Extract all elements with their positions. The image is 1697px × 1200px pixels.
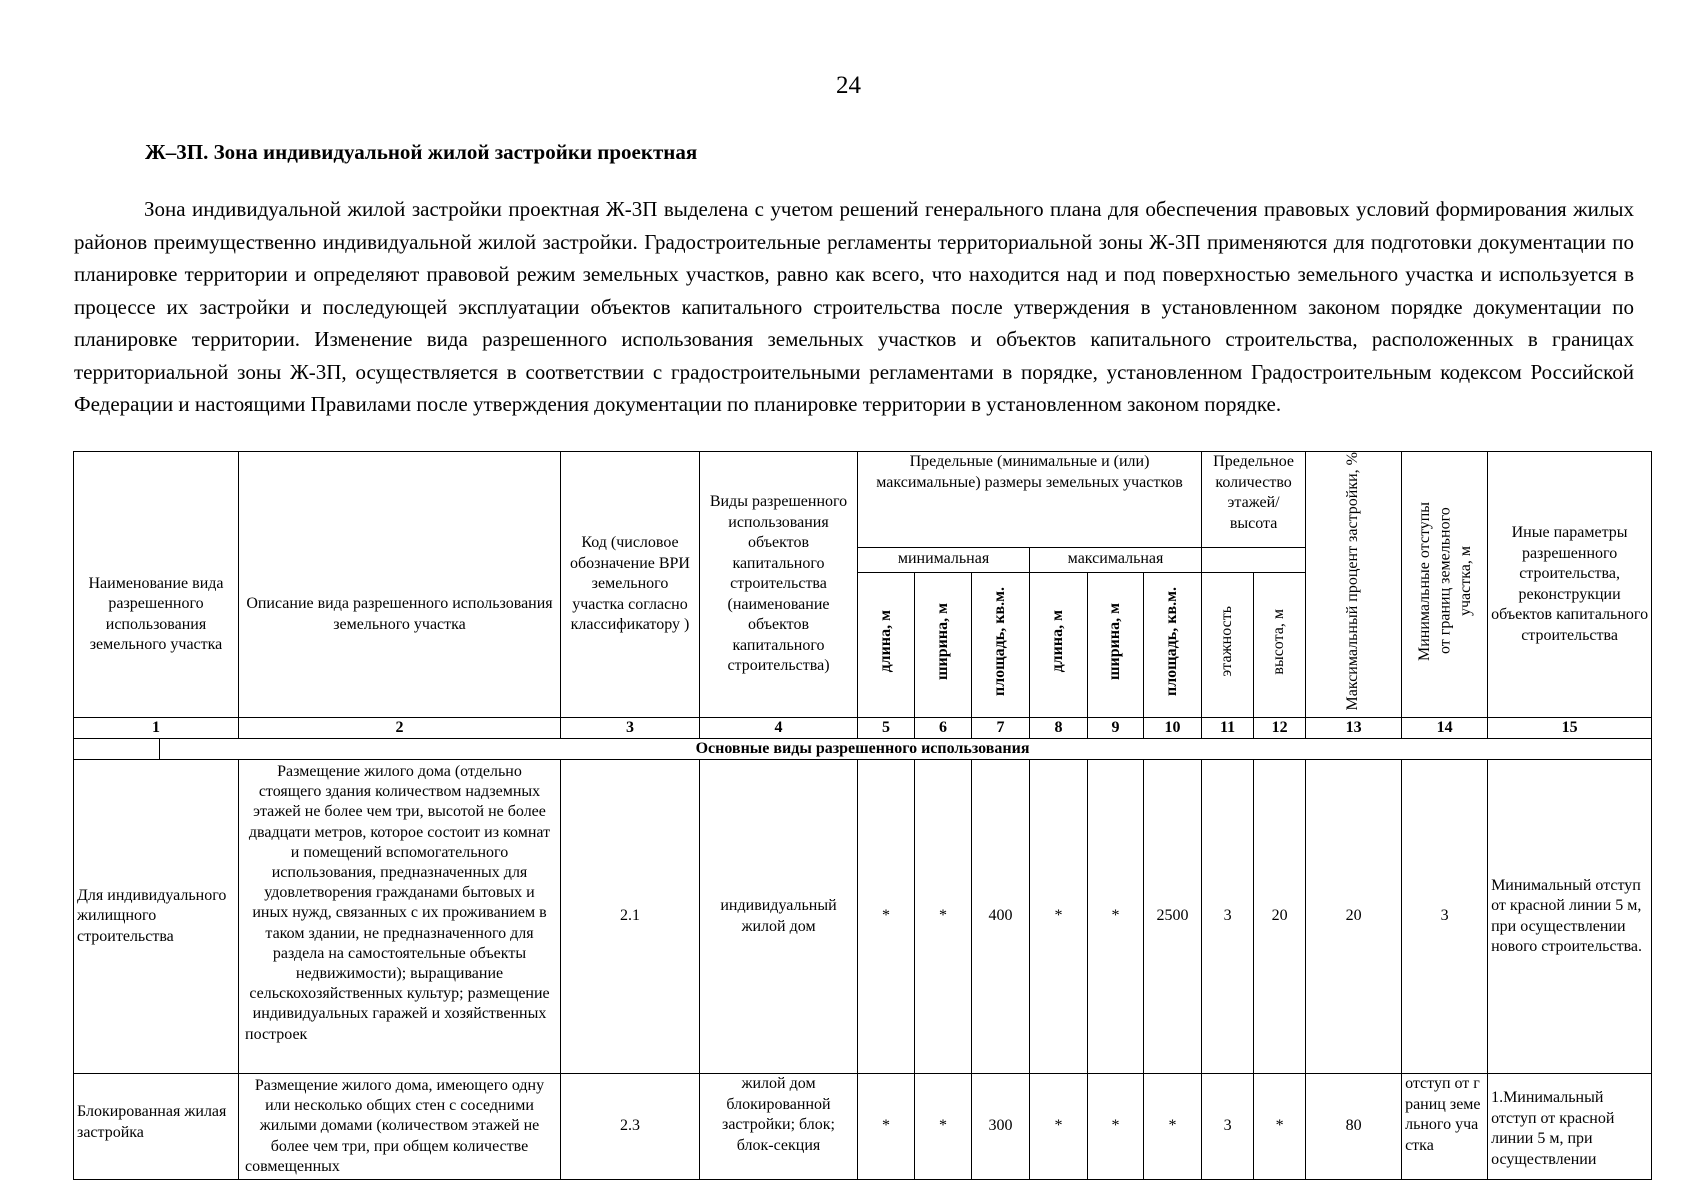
- header-max-length: длина, м: [1049, 610, 1067, 673]
- section-row: [74, 739, 1652, 760]
- col-number: 9: [1088, 718, 1144, 739]
- col-number: 5: [858, 718, 915, 739]
- section-title: Основные виды разрешенного использования: [695, 740, 1030, 757]
- header-max-width-cell: [1088, 572, 1144, 717]
- col-number: 4: [700, 718, 858, 739]
- row-name: Блокированная жилая застройка: [74, 1074, 239, 1180]
- col-number: 3: [561, 718, 700, 739]
- row-max-length: *: [1030, 760, 1088, 1074]
- col-number: 12: [1254, 718, 1306, 739]
- header-other: Иные параметры разрешенного строительства, реконструкции объектов капитального строительства: [1488, 452, 1652, 718]
- header-min: минимальная: [858, 547, 1030, 572]
- header-floors-spacer: [1202, 547, 1306, 572]
- header-max-area: площадь, кв.м.: [1163, 587, 1181, 697]
- row-min-setback: отступ от границ земельного участка: [1402, 1074, 1488, 1180]
- page-number: 24: [836, 72, 861, 99]
- col-number: 7: [972, 718, 1030, 739]
- row-code: 2.1: [561, 760, 700, 1074]
- header-floors-cell: [1202, 572, 1254, 717]
- intro-paragraph: Зона индивидуальной жилой застройки проектная Ж-3П выделена с учетом решений генерального плана для обеспечения правовых условий формирования жилых районов преимущественно индивидуальной жилой застройки. Градостроительные регламенты территориальной зоны Ж-3П применяются для подготовки документации по планировке территории и определяют правовой режим земельных участков, равно как всего, что находится над и под поверхностью земельного участка и используется в процессе их застройки и последующей эксплуатации объектов капитального строительства после утверждения в установленном законом порядке документации по планировке территории. Изменение вида разрешенного использования земельных участков и объектов капитального строительства, расположенных в границах территориальной зоны Ж-3П, осуществляется в соответствии с градостроительными регламентами в порядке, установленном Градостроительным кодексом Российской Федерации и настоящими Правилами после утверждения документации по планировке территории в установленном законом порядке.: [74, 197, 1634, 416]
- row-min-width: *: [915, 760, 972, 1074]
- row-description: Размещение жилого дома (отдельно стоящего здания количеством надземных этажей не более чем три, высотой не более двадцати метров, которое состоит из комнат и помещений вспомогательного использования, предназначенных для удовлетворения гражданами бытовых и иных нужд, связанных с их проживанием в таком здании, не предназначенного для раздела на самостоятельные объекты недвижимости); выращивание сельскохозяйственных культур; размещение индивидуальных гаражей и хозяйственных построек: [239, 760, 561, 1074]
- header-max: максимальная: [1030, 547, 1202, 572]
- col-number: 11: [1202, 718, 1254, 739]
- row-max-width: *: [1088, 760, 1144, 1074]
- row-min-width: *: [915, 1074, 972, 1180]
- row-max-width: *: [1088, 1074, 1144, 1180]
- section-heading: Ж–3П. Зона индивидуальной жилой застройки проектная: [145, 140, 698, 164]
- header-code: Код (числовое обозначение ВРИ земельного участка согласно классификатору ): [561, 452, 700, 718]
- row-min-length: *: [858, 1074, 915, 1180]
- header-min-width: ширина, м: [933, 603, 951, 681]
- header-max-length-cell: [1030, 572, 1088, 717]
- row-min-area: 400: [972, 760, 1030, 1074]
- row-max-area: *: [1144, 1074, 1202, 1180]
- row-min-area: 300: [972, 1074, 1030, 1180]
- header-description: Описание вида разрешенного использования земельного участка: [239, 452, 561, 718]
- row-floors: 3: [1202, 1074, 1254, 1180]
- header-height: высота, м: [1270, 608, 1288, 675]
- row-min-setback: 3: [1402, 760, 1488, 1074]
- table-row: [74, 760, 1652, 1074]
- row-max-percent: 20: [1306, 760, 1402, 1074]
- header-types: Виды разрешенного использования объектов капитального строительства (наименование объектов капитального строительства): [700, 452, 858, 718]
- row-max-area: 2500: [1144, 760, 1202, 1074]
- header-min-length-cell: [858, 572, 915, 717]
- header-min-setback: Минимальные отступы от границ земельного участка, м: [1415, 501, 1474, 661]
- row-max-percent: 80: [1306, 1074, 1402, 1180]
- row-description: Размещение жилого дома, имеющего одну или несколько общих стен с соседними жилыми домами (количеством этажей не более чем три, при общем количестве совмещенных: [239, 1074, 561, 1180]
- col-number: 2: [239, 718, 561, 739]
- row-height: *: [1254, 1074, 1306, 1180]
- header-name: Наименование вида разрешенного использования земельного участка: [74, 452, 239, 718]
- row-name: Для индивидуального жилищного строительства: [74, 760, 239, 1074]
- col-number: 10: [1144, 718, 1202, 739]
- table-row: [74, 1074, 1652, 1180]
- header-limits: Предельные (минимальные и (или) максимальные) размеры земельных участков: [858, 452, 1202, 548]
- row-types: индивидуальный жилой дом: [700, 760, 858, 1074]
- col-number: 6: [915, 718, 972, 739]
- row-types: жилой дом блокированной застройки; блок; блок-секция: [700, 1074, 858, 1180]
- row-floors: 3: [1202, 760, 1254, 1074]
- row-other: Минимальный отступ от красной линии 5 м, при осуществлении нового строительства.: [1488, 760, 1652, 1074]
- row-code: 2.3: [561, 1074, 700, 1180]
- col-number: 1: [74, 718, 239, 739]
- header-max-area-cell: [1144, 572, 1202, 717]
- row-other: 1.Минимальный отступ от красной линии 5 м, при осуществлении: [1488, 1074, 1652, 1180]
- header-min-length: длина, м: [876, 610, 894, 673]
- col-number: 13: [1306, 718, 1402, 739]
- header-max-percent-cell: [1306, 452, 1402, 718]
- header-max-percent: Максимальный процент застройки, %: [1344, 452, 1362, 711]
- header-floors-group: Предельное количество этажей/ высота: [1202, 452, 1306, 548]
- row-min-length: *: [858, 760, 915, 1074]
- header-max-width: ширина, м: [1106, 603, 1124, 681]
- column-numbers-row: [74, 718, 1652, 739]
- header-min-width-cell: [915, 572, 972, 717]
- regulations-table: [73, 451, 1652, 1180]
- header-height-cell: [1254, 572, 1306, 717]
- row-max-length: *: [1030, 1074, 1088, 1180]
- header-min-area-cell: [972, 572, 1030, 717]
- col-number: 14: [1402, 718, 1488, 739]
- row-height: 20: [1254, 760, 1306, 1074]
- col-number: 15: [1488, 718, 1652, 739]
- header-min-setback-cell: [1402, 452, 1488, 718]
- col-number: 8: [1030, 718, 1088, 739]
- header-floors: этажность: [1218, 606, 1236, 677]
- header-min-area: площадь, кв.м.: [991, 587, 1009, 697]
